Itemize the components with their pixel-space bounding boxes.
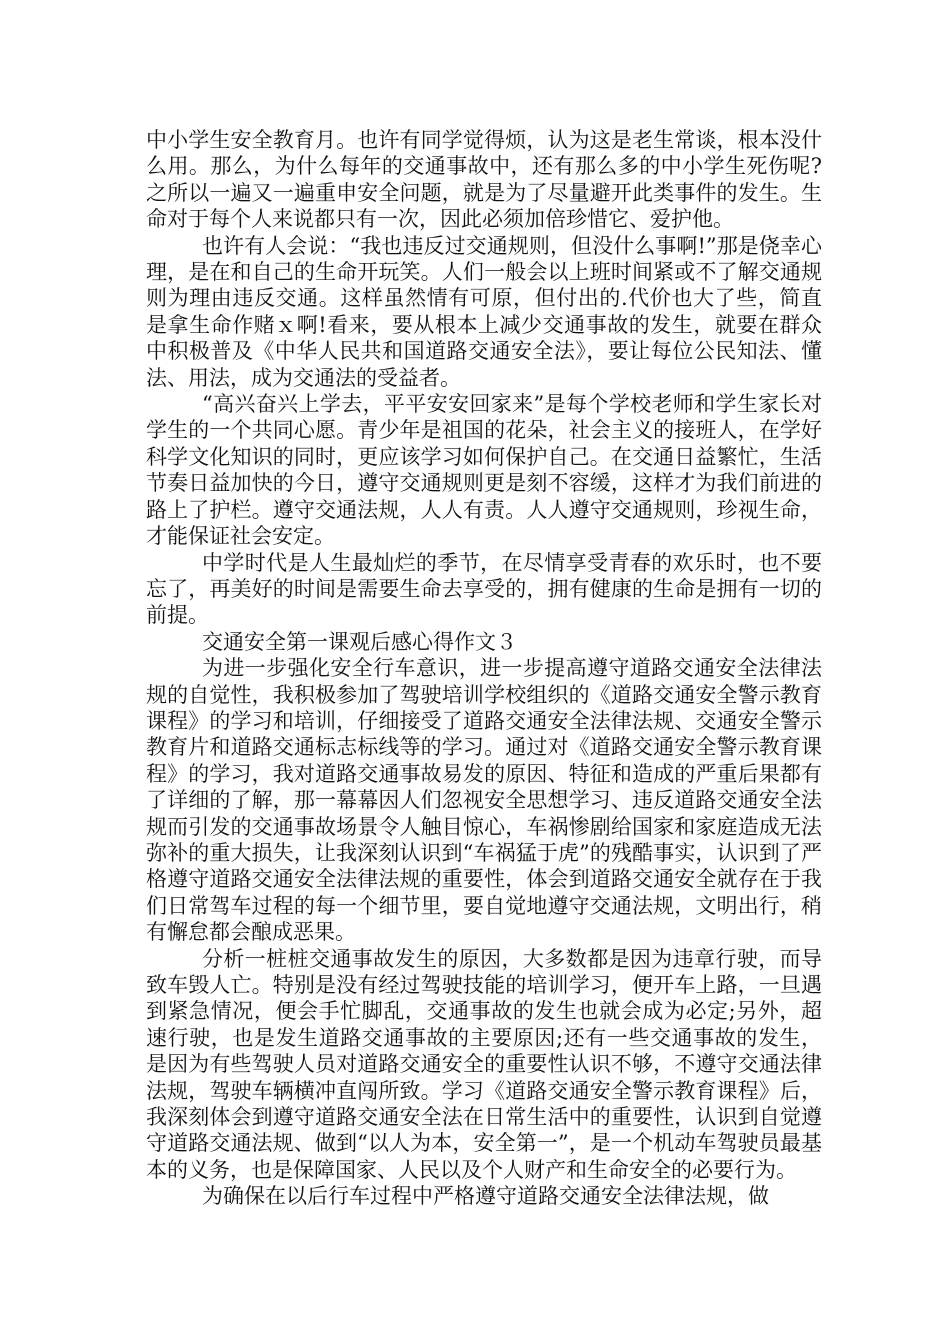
paragraph-7: 为确保在以后行车过程中严格遵守道路交通安全法律法规，做 xyxy=(202,1184,769,1209)
document-body xyxy=(146,127,822,1210)
paragraph-4: 中学时代是人生最灿烂的季节，在尽情享受青春的欢乐时，也不要忘了，再美好的时间是需要生命去享受的，拥有健康的生命是拥有一切的前提。 xyxy=(146,550,822,628)
paragraph-2: 也许有人会说：“我也违反过交通规则，但没什么事啊!”那是侥幸心理，是在和自己的生命开玩笑。人们一般会以上班时间紧或不了解交通规则为理由违反交通。这样虽然情有可原，但付出的.代价也大了些，简直是拿生命作赌ｘ啊!看来，要从根本上减少交通事故的发生，就要在群众中积极普及《中华人民共和国道路交通安全法》，要让每位公民知法、懂法、用法，成为交通法的受益者。 xyxy=(146,233,822,390)
paragraph-5: 为进一步强化安全行车意识，进一步提高遵守道路交通安全法律法规的自觉性，我积极参加了驾驶培训学校组织的《道路交通安全警示教育课程》的学习和培训，仔细接受了道路交通安全法律法规、交通安全警示教育片和道路交通标志标线等的学习。通过对《道路交通安全警示教育课程》的学习，我对道路交通事故易发的原因、特征和造成的严重后果都有了详细的了解，那一幕幕因人们忽视安全思想学习、违反道路交通安全法规而引发的交通事故场景令人触目惊心，车祸惨剧给国家和家庭造成无法弥补的重大损失，让我深刻认识到“车祸猛于虎”的残酷事实，认识到了严格遵守道路交通安全法律法规的重要性，体会到道路交通安全就存在于我们日常驾车过程的每一个细节里，要自觉地遵守交通法规，文明出行，稍有懈怠都会酿成恶果。 xyxy=(146,656,822,945)
paragraph-1: 中小学生安全教育月。也许有同学觉得烦，认为这是老生常谈，根本没什么用。那么，为什么每年的交通事故中，还有那么多的中小学生死伤呢?之所以一遍又一遍重申安全问题，就是为了尽量避开此类事件的发生。生命对于每个人来说都只有一次，因此必须加倍珍惜它、爱护他。 xyxy=(146,128,822,232)
paragraph-3: “高兴奋兴上学去，平平安安回家来”是每个学校老师和学生家长对学生的一个共同心愿。青少年是祖国的花朵，社会主义的接班人，在学好科学文化知识的同时，更应该学习如何保护自己。在交通日益繁忙，生活节奏日益加快的今日，遵守交通规则更是刻不容缓，这样才为我们前进的路上了护栏。遵守交通法规，人人有责。人人遵守交通规则，珍视生命，才能保证社会安定。 xyxy=(146,392,822,549)
paragraph-6: 分析一桩桩交通事故发生的原因，大多数都是因为违章行驶，而导致车毁人亡。特别是没有经过驾驶技能的培训学习，便开车上路，一旦遇到紧急情况，便会手忙脚乱，交通事故的发生也就会成为必定;另外，超速行驶，也是发生道路交通事故的主要原因;还有一些交通事故的发生，是因为有些驾驶人员对道路交通安全的重要性认识不够，不遵守交通法律法规，驾驶车辆横冲直闯所致。学习《道路交通安全警示教育课程》后，我深刻体会到遵守道路交通安全法在日常生活中的重要性，认识到自觉遵守道路交通法规、做到“以人为本，安全第一”，是一个机动车驾驶员最基本的义务，也是保障国家、人民以及个人财产和生命安全的必要行为。 xyxy=(146,946,822,1182)
section-heading: 交通安全第一课观后感心得作文３ xyxy=(202,629,517,654)
